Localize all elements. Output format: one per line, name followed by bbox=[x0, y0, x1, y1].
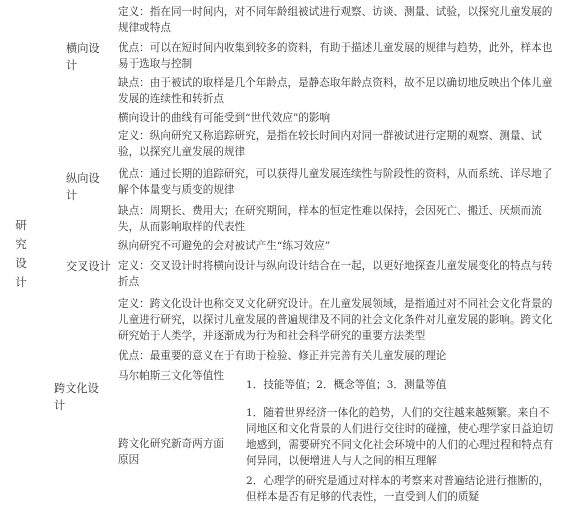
kua-sub2-item-2: 2．心理学的研究是通过对样本的考察来对普遍结论进行推断的，但样本是否有足够的代表性，一直受到人们的质疑 bbox=[246, 475, 550, 503]
section-title-heng: 横向设计 bbox=[66, 42, 100, 72]
jiao-definition: 定义：交叉设计时将横向设计与纵向设计结合在一起，以更好地探查儿童发展变化的特点与转折点 bbox=[118, 260, 553, 288]
heng-advantage: 优点：可以在短时间内收集到较多的资料，有助于描述儿童发展的规律与趋势，此外，样本也易于选取与控制 bbox=[118, 42, 553, 70]
zong-definition: 定义：纵向研究又称追踪研究，是指在较长时间内对同一群被试进行定期的观察、测量、试验，以探究儿童发展的规律 bbox=[118, 130, 542, 158]
kua-sub2-item-1: 1．随着世界经济一体化的趋势，人们的交往越来越频繁。来自不同地区和文化背景的人们进行交往时的碰撞，使心理学家日益迫切地感到，需要研究不同文化社会环境中的人们的心理过程和特点有何异同，以便增进人与人之间的相互理解 bbox=[246, 407, 554, 467]
zong-note: 纵向研究不可避免的会对被试产生“练习效应” bbox=[118, 240, 331, 252]
heng-note: 横向设计的曲线有可能受到“世代效应”的影响 bbox=[118, 112, 331, 124]
kua-sub2-label: 跨文化研究新奇两方面原因 bbox=[118, 438, 224, 466]
kua-sub1-label: 马尔帕斯三文化等值性 bbox=[118, 370, 224, 382]
zong-advantage: 优点：通过长期的追踪研究，可以获得儿童发展连续性与阶段性的资料，从而系统、详尽地了解个体量变与质变的规律 bbox=[118, 168, 553, 196]
section-title-zong: 纵向设计 bbox=[66, 172, 100, 202]
kua-advantage: 优点：最重要的意义在于有助于检验、修正并完善有关儿童发展的理论 bbox=[118, 350, 447, 362]
root-title: 研究设计 bbox=[15, 218, 27, 289]
section-title-kua: 跨文化设计 bbox=[54, 382, 99, 412]
heng-definition: 定义：指在同一时间内，对不同年龄组被试进行观察、访谈、测量、试验，以探究儿童发展的规律或特点 bbox=[118, 6, 553, 34]
zong-disadvantage: 缺点：周期长、费用大；在研究期间，样本的恒定性难以保持，会因死亡、搬迁、厌烦而流失，从而影响取样的代表性 bbox=[118, 205, 542, 233]
kua-sub1-text: 1．技能等值；2．概念等值；3．测量等值 bbox=[246, 379, 447, 391]
section-title-jiao: 交叉设计 bbox=[66, 260, 111, 273]
heng-disadvantage: 缺点：由于被试的取样是几个年龄点，是静态取年龄点资料，故不足以确切地反映出个体儿童发展的连续性和转折点 bbox=[118, 77, 553, 105]
kua-definition: 定义：跨文化设计也称交叉文化研究设计。在儿童发展领域，是指通过对不同社会文化背景的儿童进行研究，以探讨儿童发展的普遍规律及不同的社会文化条件对儿童发展的影响。跨文化研究始于人类学，并逐渐成为行为和社会科学研究的重要方法类型 bbox=[118, 298, 553, 342]
